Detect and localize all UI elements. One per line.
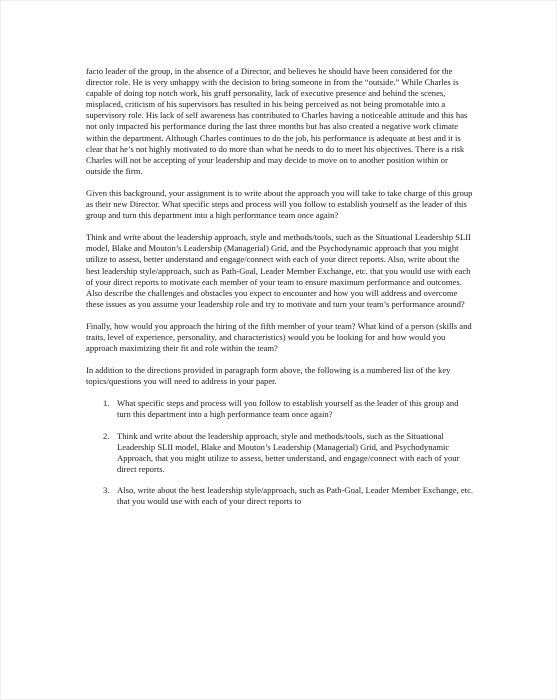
list-item-number: 3.: [103, 484, 110, 495]
list-item: [86, 398, 474, 420]
paragraph-hiring: Finally, how would you approach the hiring of the fifth member of your team? What kind of a person (skills and traits, level of experience, personality, and characteristics) would you be looking for and how would you approach maximizing their fit and role within the team?: [86, 320, 472, 354]
key-topics-list: [86, 398, 474, 507]
paragraph-list-intro: In addition to the directions provided in paragraph form above, the following is a numbered list of the key topics/questions you will need to address in your paper.: [86, 365, 451, 387]
list-item: [86, 431, 474, 475]
paragraph-charles-background: facto leader of the group, in the absence of a Director, and believes he should have been considered for the director role. He is very unhappy with the decision to bring someone in from the “outside.” While Charles is capable of doing top notch work, his gruff personality, lack of executive presence and behind the scenes, misplaced, criticism of his supervisors has resulted in his being perceived as not being promotable into a supervisory role. His lack of self awareness has contributed to Charles having a noticeable attitude and this has not only impacted his performance during the last three months but has also created a negative work climate within the department. Although Charles continues to do the job, his performance is adequate at best and it is clear that he’s not highly motivated to do more than what he needs to do to meet his objectives. There is a risk Charles will not be accepting of your leadership and may decide to move on to another position within or outside the firm.: [86, 66, 468, 176]
list-item-text: Think and write about the leadership approach, style and methods/tools, such as the Situational Leadership SLII model, Blake and Mouton’s Leadership (Managerial) Grid, and Psychodynamic Approach, that you might utilize to assess, better understand, and engage/connect with each of your direct reports.: [117, 430, 460, 474]
paragraph-assignment: Given this background, your assignment is to write about the approach you will take to take charge of this group as their new Director. What specific steps and process will you follow to establish yourself as the leader of this group and turn this department into a high performance team once again?: [86, 187, 473, 221]
list-item: [86, 485, 474, 507]
list-item-number: 2.: [103, 430, 110, 441]
list-item-text: What specific steps and process will you follow to establish yourself as the leader of this group and turn this department into a high performance team once again?: [117, 398, 459, 420]
list-item-text: Also, write about the best leadership style/approach, such as Path-Goal, Leader Member Exchange, etc. that you would use with each of your direct reports to: [117, 484, 474, 506]
paragraph-leadership-approach: Think and write about the leadership approach, style and methods/tools, such as the Situational Leadership SLII model, Blake and Mouton’s Leadership (Managerial) Grid, and the Psychodynamic approach that you might utilize to assess, better understand and engage/connect with each of your direct reports. Also, write about the best leadership style/approach, such as Path-Goal, Leader Member Exchange, etc. that you would use with each of your direct reports to motivate each member of your team to ensure maximum performance and outcomes. Also describe the challenges and obstacles you expect to encounter and how you will address and overcome these issues as you assume your leadership role and try to motivate and turn your team’s performance around?: [86, 232, 471, 309]
document-body: [86, 66, 474, 517]
list-item-number: 1.: [103, 398, 110, 409]
